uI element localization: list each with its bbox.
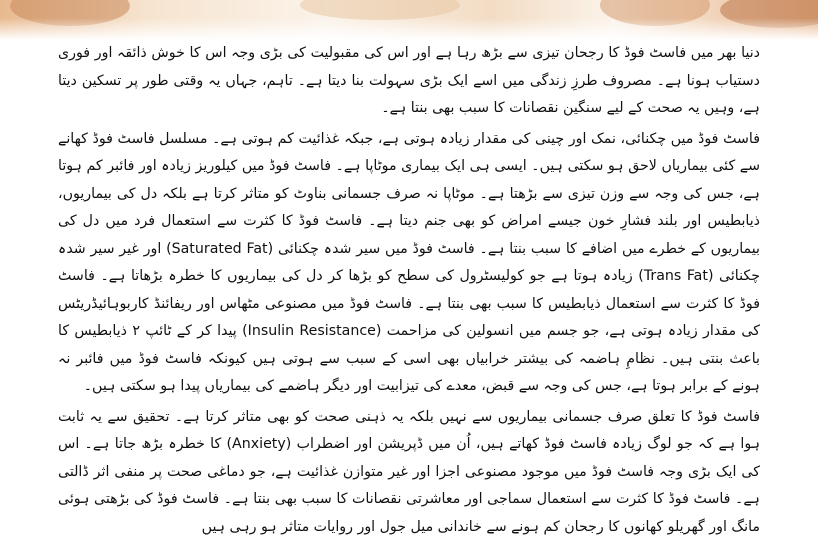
- header-banner-image: [0, 0, 818, 40]
- paragraph: فاسٹ فوڈ کا تعلق صرف جسمانی بیماریوں سے نہیں بلکہ یہ ذہنی صحت کو بھی متاثر کرتا ہے۔ تحقیق سے یہ ثابت ہوا ہے کہ جو لوگ زیادہ فاسٹ فوڈ کھاتے ہیں، اُن میں ڈپریشن اور اضطراب (Anxiety) کا خطرہ بڑھ جاتا ہے۔ اس کی ایک بڑی وجہ فاسٹ فوڈ میں موجود مصنوعی اجزا اور غیر متوازن غذائیت ہے، جو دماغی صحت پر منفی اثر ڈالتی ہے۔ فاسٹ فوڈ کا کثرت سے استعمال سماجی اور معاشرتی نقصانات کا سبب بھی بنتا ہے۔ فاسٹ فوڈ کی بڑھتی ہوئی مانگ اور گھریلو کھانوں کا رجحان کم ہونے سے خاندانی میل جول اور روایات متاثر ہو رہی ہیں: [58, 404, 760, 541]
- paragraph: فاسٹ فوڈ میں چکنائی، نمک اور چینی کی مقدار زیادہ ہوتی ہے، جبکہ غذائیت کم ہوتی ہے۔ مسلسل فاسٹ فوڈ کھانے سے کئی بیماریاں لاحق ہو سکتی ہیں۔ ایسی ہی ایک بیماری موٹاپا ہے۔ فاسٹ فوڈ میں کیلوریز زیادہ اور فائبر کم ہوتا ہے، جس کی وجہ سے وزن تیزی سے بڑھتا ہے۔ موٹاپا نہ صرف جسمانی بناوٹ کو متاثر کرتا ہے بلکہ دل کی بیماریوں، ذیابطیس اور بلند فشارِ خون جیسے امراض کو بھی جنم دیتا ہے۔ فاسٹ فوڈ کا کثرت سے استعمال فرد میں دل کی بیماریوں کے خطرے میں اضافے کا سبب بنتا ہے۔ فاسٹ فوڈ میں سیر شدہ چکنائی (Saturated Fat) اور غیر سیر شدہ چکنائی (Trans Fat) زیادہ ہوتا ہے جو کولیسٹرول کی سطح کو بڑھا کر دل کی بیماریوں کا خطرہ بڑھاتا ہے۔ فاسٹ فوڈ کا کثرت سے استعمال ذیابطیس کا سبب بھی بنتا ہے۔ فاسٹ فوڈ میں مصنوعی مٹھاس اور ریفائنڈ کاربوہائیڈریٹس کی مقدار زیادہ ہوتی ہے، جو جسم میں انسولین کی مزاحمت (Insulin Resistance) پیدا کر کے ٹائپ ۲ ذیابطیس کا باعث بنتی ہیں۔ نظامِ ہاضمہ کی بیشتر خرابیاں بھی اسی کے سبب سے ہوتی ہیں کیونکہ فاسٹ فوڈ میں فائبر نہ ہونے کے برابر ہوتا ہے، جس کی وجہ سے قبض، معدے کی تیزابیت اور دیگر ہاضمے کی بیماریاں پیدا ہو سکتی ہیں۔: [58, 126, 760, 401]
- paragraph: دنیا بھر میں فاسٹ فوڈ کا رجحان تیزی سے بڑھ رہا ہے اور اس کی مقبولیت کی بڑی وجہ اس کا خوش ذائقہ اور فوری دستیاب ہونا ہے۔ مصروف طرزِ زندگی میں اسے ایک بڑی سہولت بنا دیتا ہے۔ تاہم، جہاں یہ وقتی طور پر تسکین دیتا ہے، وہیں یہ صحت کے لیے سنگین نقصانات کا سبب بھی بنتا ہے۔: [58, 40, 760, 123]
- article-body: [58, 40, 760, 541]
